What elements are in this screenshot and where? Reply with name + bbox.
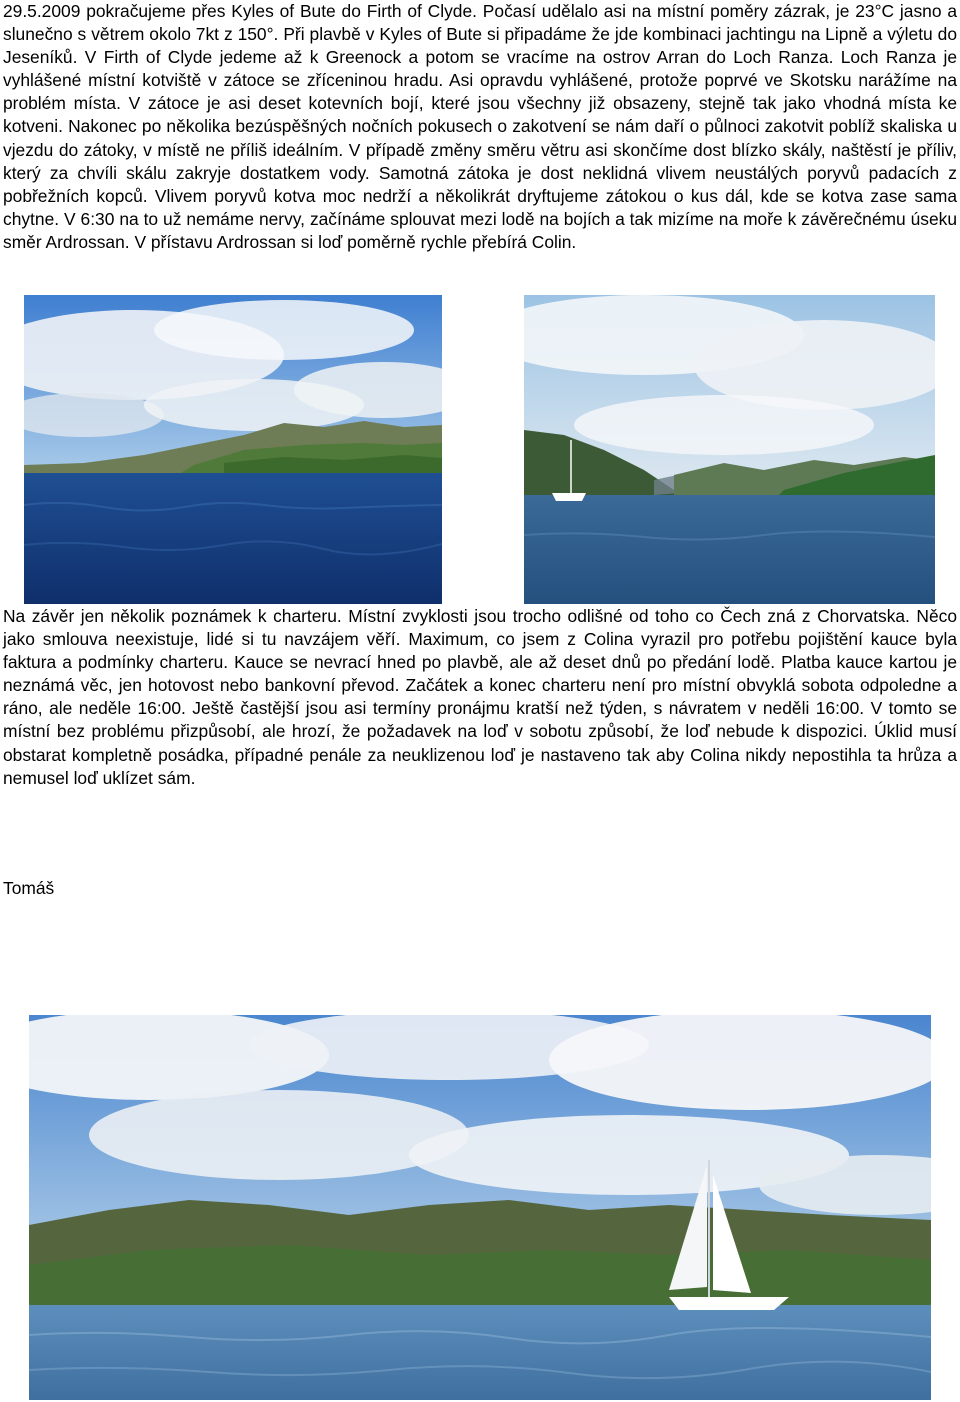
photo-arran-coast — [24, 295, 442, 604]
photo-loch-sailboat — [524, 295, 935, 604]
photo-sailing-yacht — [29, 1015, 931, 1400]
signature: Tomáš — [3, 878, 55, 898]
paragraph-charter-notes: Na závěr jen několik poznámek k charteru. Místní zvyklosti jsou trocho odlišné od toho co Čech zná z Chorvatska. Něco jako smlouva neexistuje, lidé si tu navzájem věří. Maximum, co jsem z Colina vyrazil pro potřebu pojištění kauce byla faktura a podmínky charteru. Kauce se nevrací hned po plavbě, ale až deset dnů po předání lodě. Platba kauce kartou je neznámá věc, jen hotovost nebo bankovní převod. Začátek a konec charteru není pro místní obvyklá sobota odpoledne a ráno, ale neděle 16:00. Ještě častější jsou asi termíny pronájmu kratší než týden, s návratem v neděli 16:00. V tomto se místní bez problému přizpůsobí, ale hrozí, že požadavek na loď v sobotu způsobí, že loď nebude k dispozici. Úklid musí obstarat kompletně posádka, případné penále za neuklizenou loď je nastaveno tak aby Colina nikdy nepostihla ta hrůza a nemusel loď uklízet sám. — [3, 606, 957, 788]
paragraph-voyage: 29.5.2009 pokračujeme přes Kyles of Bute do Firth of Clyde. Počasí udělalo asi na místní poměry zázrak, je 23°C jasno a slunečno s větrem okolo 7kt z 150°. Při plavbě v Kyles of Bute si připadáme že jde kombinaci jachtingu na Lipně a výletu do Jeseníků. V Firth of Clyde jedeme až k Greenock a potom se vracíme na ostrov Arran do Loch Ranza. Loch Ranza je vyhlášené místní kotviště v zátoce se zříceninou hradu. Asi opravdu vyhlášené, protože poprvé ve Skotsku narážíme na problém místa. V zátoce je asi deset kotevních bojí, které jsou všechny již obsazeny, stejně tak jako vhodná místa ke kotveni. Nakonec po několika bezúspěšných nočních pokusech o zakotvení se nám daří o půlnoci zakotvit poblíž skaliska u vjezdu do zátoky, v místě ne příliš ideálním. V případě změny směru větru asi skončíme dost blízko skály, naštěstí je příliv, který za chvíli skálu zakryje dostatkem vody. Samotná zátoka je dost neklidná vlivem neustálých poryvů padacích z pobřežních kopců. Vlivem poryvů kotva moc nedrží a několikrát dryftujeme zátokou o kus dál, kde se kotva zase sama chytne. V 6:30 na to už nemáme nervy, začínáme splouvat mezi lodě na bojích a tak mizíme na moře k závěrečnému úseku směr Ardrossan. V přístavu Ardrossan si loď poměrně rychle přebírá Colin. — [3, 1, 957, 252]
